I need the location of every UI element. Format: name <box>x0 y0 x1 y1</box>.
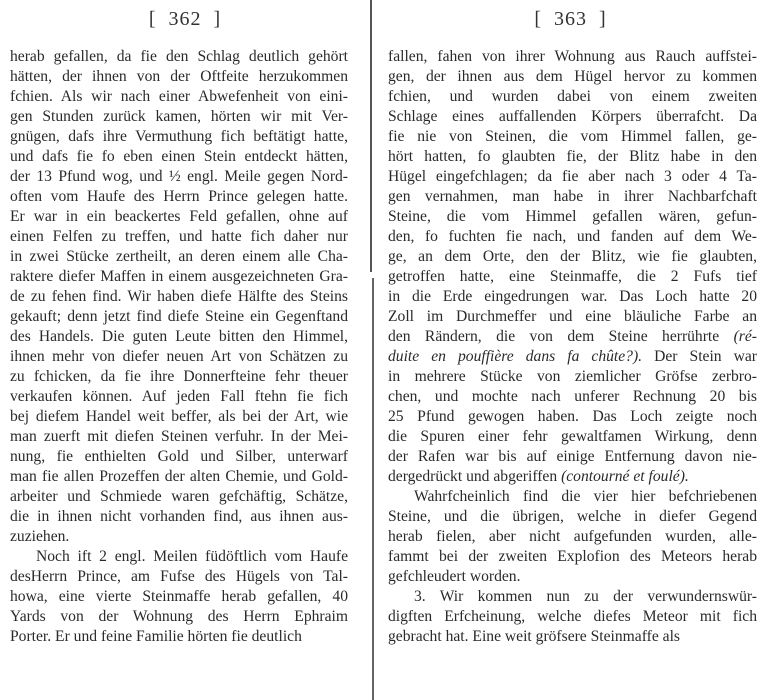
line-text: den, fo fuchten fie nach, und fanden auf dem We- <box>388 228 757 245</box>
text-line <box>388 467 757 487</box>
text-line <box>10 87 348 107</box>
text-line <box>388 47 757 67</box>
text-line <box>10 507 348 527</box>
text-line <box>10 167 348 187</box>
line-text: Er war in ein beackertes Feld gefallen, ohne auf <box>10 208 348 225</box>
line-text: Yards von der Wohnung des Herrn Ephraim <box>10 608 348 625</box>
line-text: in die Erde eingedrungen war. Das Loch hatte 20 <box>388 288 757 305</box>
text-line <box>388 527 757 547</box>
text-line <box>10 127 348 147</box>
line-text: und dafs fie fo eben einen Stein entdeckt hätten, <box>10 148 348 165</box>
line-text: fallen, fahen von ihrer Wohnung aus Rauch auffstei- <box>388 48 757 65</box>
text-line <box>10 207 348 227</box>
text-line <box>10 627 348 647</box>
line-text: gen Stunden zurück kamen, hörten wir mit Ver- <box>10 108 348 125</box>
line-text: zu fchicken, da fie ihre Donnerfteine fehr theuer <box>10 368 348 385</box>
text-line <box>10 227 348 247</box>
line-text: often vom Haufe des Herrn Prince gelegen hatte. <box>10 188 348 205</box>
line-text: ihnen mehr von diefer neuen Art von Schätzen zu <box>10 348 348 365</box>
text-line <box>388 427 757 447</box>
line-text: gen, der ihnen aus dem Hügel hervor zu kommen <box>388 68 757 85</box>
line-text: arbeiter und Schmiede waren gefchäftig, Schätze, <box>10 488 348 505</box>
line-text: Noch ift 2 engl. Meilen füdöftlich vom Haufe <box>36 548 348 565</box>
line-text: der 13 Pfund wog, und ½ engl. Meile gegen Nord- <box>10 168 348 185</box>
line-text: de zu fehen find. Wir haben diefe Hälfte des Steins <box>10 288 348 305</box>
text-line <box>10 427 348 447</box>
text-line <box>10 327 348 347</box>
italic-text: (ré- <box>733 328 757 345</box>
line-text: 3. Wir kommen nun zu der verwundernswür- <box>414 588 757 605</box>
text-line <box>388 127 757 147</box>
gutter-divider <box>370 0 372 272</box>
line-text: Der Stein war <box>642 348 757 365</box>
text-line <box>10 487 348 507</box>
italic-text: duite en pouffière dans fa chûte?). <box>388 348 643 365</box>
left-page <box>0 0 370 700</box>
text-line <box>388 107 757 127</box>
line-text: raktere diefer Maffen in einem ausgezeichneten Gra- <box>10 268 348 285</box>
line-text: hätten, der ihnen von der Oftfeite herzukommen <box>10 68 348 85</box>
right-page <box>376 0 765 700</box>
line-text: chen, und mochte nach unferer Rechnung 20 bis <box>388 388 757 405</box>
text-line <box>10 47 348 67</box>
text-line <box>10 467 348 487</box>
line-text: Porter. Er und feine Familie hörten fie deutlich <box>10 628 302 645</box>
text-line <box>388 367 757 387</box>
text-line <box>388 547 757 567</box>
text-line <box>388 567 757 587</box>
line-text: Wahrfcheinlich find die vier hier befchriebenen <box>414 488 757 505</box>
line-text: die Spuren einer fehr gewaltfamen Wirkung, denn <box>388 428 757 445</box>
text-line <box>388 447 757 467</box>
text-line <box>388 167 757 187</box>
text-line <box>10 187 348 207</box>
line-text: herab gefallen, da fie den Schlag deutlich gehört <box>10 48 348 65</box>
line-text: hört hatten, fo glaubten fie, der Blitz habe in den <box>388 148 757 165</box>
text-line <box>10 547 348 567</box>
line-text: dergedrückt und abgeriffen <box>388 468 558 485</box>
line-text: zuziehen. <box>10 528 70 545</box>
line-text: nung, fie enthielten Gold und Silber, unterwarf <box>10 448 348 465</box>
text-line <box>10 367 348 387</box>
line-text: Zoll im Durchmeffer und eine bläuliche Farbe an <box>388 308 757 325</box>
text-line <box>388 607 757 627</box>
line-text: gen vernahmen, man habe in ihrer Nachbarfchaft <box>388 188 757 205</box>
text-line <box>10 287 348 307</box>
text-line <box>388 287 757 307</box>
text-line <box>10 247 348 267</box>
line-text: einen Felfen zu treffen, und hatte fich daher nur <box>10 228 348 245</box>
text-line <box>388 187 757 207</box>
text-line <box>388 87 757 107</box>
text-line <box>388 587 757 607</box>
line-text: verkaufen können. Auf jeden Fall ftehn fie fich <box>10 388 348 405</box>
text-line <box>10 147 348 167</box>
italic-text: (contourné et foulé). <box>561 468 689 485</box>
text-body <box>10 47 348 647</box>
text-line <box>388 387 757 407</box>
line-text: desHerrn Prince, am Fufse des Hügels von Tal- <box>10 568 348 585</box>
line-text: Steine, und die übrigen, welche in diefer Gegend <box>388 508 757 525</box>
text-line <box>10 447 348 467</box>
page-number: [ 362 ] <box>148 8 222 30</box>
line-text: fchien, und wurden dabei von einem zweiten <box>388 88 757 105</box>
line-text: ge, an dem Orte, den der Blitz, wie fie glaubten, <box>388 248 757 265</box>
line-text: Steine, die vom Himmel gefallen wären, gefun- <box>388 208 757 225</box>
line-text: gebracht hat. Eine weit gröfsere Steinmaffe als <box>388 628 680 645</box>
line-text: gnügen, dafs ihre Vermuthung fich beftätigt hatte, <box>10 128 348 145</box>
text-line <box>10 527 348 547</box>
line-text: 25 Pfund gewogen haben. Das Loch zeigte noch <box>388 408 757 425</box>
text-line <box>388 247 757 267</box>
line-text: howa, eine vierte Steinmaffe herab gefallen, 40 <box>10 588 348 605</box>
text-line <box>10 567 348 587</box>
line-text: Schlage eines auffallenden Körpers überrafcht. Da <box>388 108 757 125</box>
text-line <box>388 487 757 507</box>
text-line <box>388 347 757 367</box>
line-text: gefchleudert worden. <box>388 568 521 585</box>
text-line <box>388 627 757 647</box>
line-text: des Handels. Die guten Leute bitten den Himmel, <box>10 328 348 345</box>
text-line <box>10 607 348 627</box>
line-text: fie nie von Steinen, die vom Himmel fallen, ge- <box>388 128 757 145</box>
text-body <box>388 47 757 647</box>
line-text: herab fielen, aber nicht aufgefunden wurden, alle- <box>388 528 757 545</box>
text-line <box>388 147 757 167</box>
line-text: fchien. Als wir nach einer Abwefenheit von eini- <box>10 88 348 105</box>
text-line <box>388 227 757 247</box>
text-line <box>388 327 757 347</box>
text-line <box>10 267 348 287</box>
line-text: fammt bei der zweiten Explofion des Meteors herab <box>388 548 757 565</box>
line-text: getroffen hatte, eine Steinmaffe, die 2 Fufs tief <box>388 268 757 285</box>
page-number: [ 363 ] <box>534 8 607 30</box>
line-text: in mehrere Stücke von ziemlicher Gröfse zerbro- <box>388 368 757 385</box>
line-text: Hügel eingefchlagen; da fie aber nach 3 oder 4 Ta- <box>388 168 757 185</box>
line-text: der Rafen war bis auf einige Entfernung davon nie- <box>388 448 757 465</box>
text-line <box>388 307 757 327</box>
text-line <box>388 267 757 287</box>
text-line <box>10 587 348 607</box>
text-line <box>388 67 757 87</box>
line-text: man fie allen Prozeffen der alten Chemie, und Gold- <box>10 468 348 485</box>
text-line <box>10 347 348 367</box>
line-text: bej diefem Handel weit beffer, als bei der Art, wie <box>10 408 348 425</box>
text-line <box>10 107 348 127</box>
text-line <box>388 507 757 527</box>
line-text: die in ihnen nicht vorhanden find, aus ihnen aus- <box>10 508 348 525</box>
line-text: in zwei Stücke zertheilt, an deren einem alle Cha- <box>10 248 348 265</box>
text-line <box>10 387 348 407</box>
line-text: den Rändern, die von dem Steine herrührte <box>388 328 720 345</box>
gutter-divider <box>372 278 374 700</box>
line-text: digften Erfcheinung, welche diefes Meteor mit fich <box>388 608 757 625</box>
text-line <box>10 307 348 327</box>
line-text: gekauft; denn jetzt find diefe Steine ein Gegenftand <box>10 308 348 325</box>
text-line <box>388 207 757 227</box>
text-line <box>388 407 757 427</box>
line-text: man zuerft mit diefen Steinen verfuhr. In der Mei- <box>10 428 348 445</box>
text-line <box>10 67 348 87</box>
text-line <box>10 407 348 427</box>
